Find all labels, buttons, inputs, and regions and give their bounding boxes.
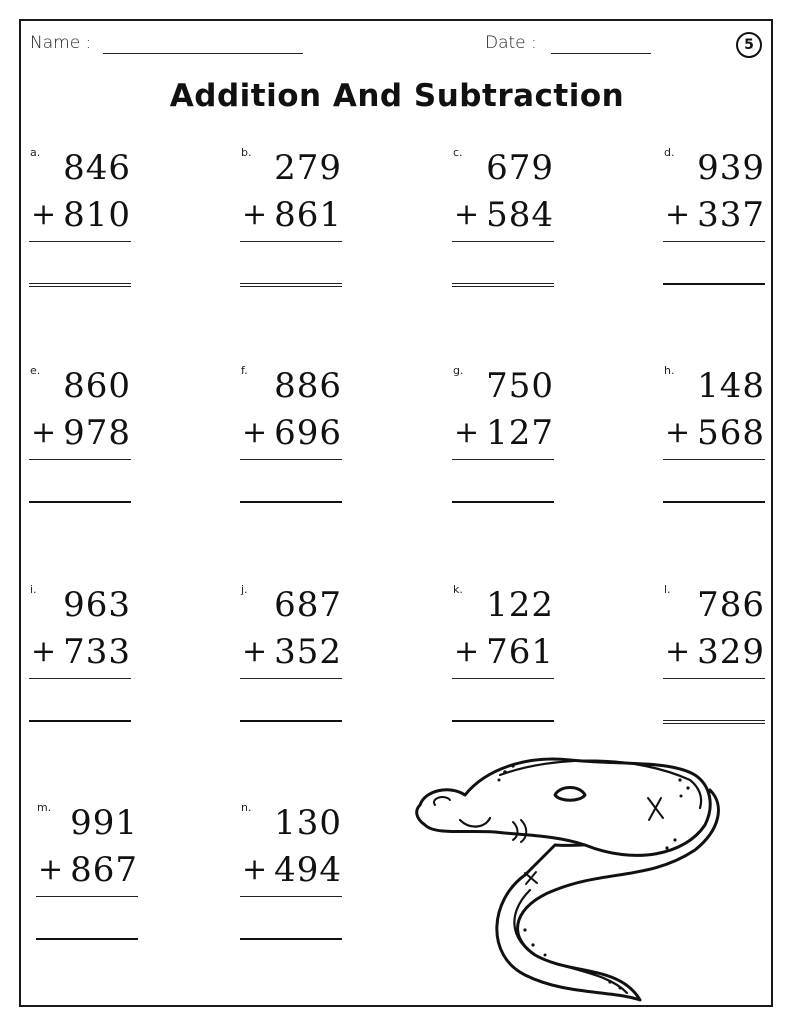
sum-rule bbox=[452, 459, 554, 460]
problem-letter: n. bbox=[241, 801, 252, 814]
eel-illustration-icon bbox=[405, 750, 765, 1005]
problem-letter: c. bbox=[453, 146, 463, 159]
answer-line[interactable] bbox=[452, 720, 554, 722]
sum-rule bbox=[240, 459, 342, 460]
problem-letter: e. bbox=[30, 364, 41, 377]
answer-line[interactable] bbox=[663, 283, 765, 285]
answer-line[interactable] bbox=[240, 938, 342, 940]
sum-rule bbox=[240, 896, 342, 897]
problem-letter: a. bbox=[30, 146, 41, 159]
problem-j bbox=[240, 583, 344, 743]
name-field[interactable] bbox=[103, 53, 303, 54]
operator: + bbox=[38, 852, 64, 887]
bottom-number: 696 bbox=[274, 413, 342, 453]
operator: + bbox=[665, 415, 691, 450]
operator: + bbox=[242, 415, 268, 450]
operator: + bbox=[242, 852, 268, 887]
sum-rule bbox=[29, 459, 131, 460]
operator: + bbox=[242, 197, 268, 232]
problem-d bbox=[663, 146, 767, 306]
page-number-badge: 5 bbox=[736, 32, 762, 58]
operator: + bbox=[31, 415, 57, 450]
problem-letter: l. bbox=[664, 583, 671, 596]
answer-line[interactable] bbox=[29, 283, 131, 287]
problem-c bbox=[452, 146, 556, 306]
problem-letter: b. bbox=[241, 146, 252, 159]
problem-l bbox=[663, 583, 767, 743]
problem-f bbox=[240, 364, 344, 524]
bottom-number: 494 bbox=[274, 850, 342, 890]
problem-e bbox=[29, 364, 133, 524]
bottom-number: 329 bbox=[697, 632, 765, 672]
problem-letter: j. bbox=[241, 583, 248, 596]
sum-rule bbox=[452, 241, 554, 242]
problem-g bbox=[452, 364, 556, 524]
answer-line[interactable] bbox=[240, 501, 342, 503]
bottom-number: 733 bbox=[63, 632, 131, 672]
top-number: 279 bbox=[274, 148, 342, 188]
top-number: 679 bbox=[486, 148, 554, 188]
operator: + bbox=[454, 634, 480, 669]
top-number: 122 bbox=[486, 585, 554, 625]
sum-rule bbox=[663, 241, 765, 242]
answer-line[interactable] bbox=[240, 283, 342, 287]
answer-line[interactable] bbox=[663, 720, 765, 724]
top-number: 860 bbox=[63, 366, 131, 406]
date-label: Date : bbox=[485, 33, 537, 53]
problem-h bbox=[663, 364, 767, 524]
problem-a bbox=[29, 146, 133, 306]
top-number: 991 bbox=[70, 803, 138, 843]
top-number: 786 bbox=[697, 585, 765, 625]
sum-rule bbox=[240, 241, 342, 242]
problem-letter: g. bbox=[453, 364, 464, 377]
problem-n bbox=[240, 801, 344, 961]
answer-line[interactable] bbox=[663, 501, 765, 503]
operator: + bbox=[31, 634, 57, 669]
problem-letter: i. bbox=[30, 583, 37, 596]
bottom-number: 337 bbox=[697, 195, 765, 235]
worksheet-title: Addition And Subtraction bbox=[169, 78, 625, 114]
date-field[interactable] bbox=[551, 53, 651, 54]
operator: + bbox=[31, 197, 57, 232]
problem-m bbox=[36, 801, 140, 961]
bottom-number: 810 bbox=[63, 195, 131, 235]
top-number: 963 bbox=[63, 585, 131, 625]
top-number: 750 bbox=[486, 366, 554, 406]
problem-k bbox=[452, 583, 556, 743]
bottom-number: 127 bbox=[486, 413, 554, 453]
problem-letter: k. bbox=[453, 583, 463, 596]
bottom-number: 352 bbox=[274, 632, 342, 672]
problem-letter: f. bbox=[241, 364, 248, 377]
problem-i bbox=[29, 583, 133, 743]
problem-letter: m. bbox=[37, 801, 52, 814]
top-number: 939 bbox=[697, 148, 765, 188]
bottom-number: 978 bbox=[63, 413, 131, 453]
top-number: 886 bbox=[274, 366, 342, 406]
answer-line[interactable] bbox=[240, 720, 342, 722]
sum-rule bbox=[663, 678, 765, 679]
sum-rule bbox=[29, 678, 131, 679]
operator: + bbox=[242, 634, 268, 669]
operator: + bbox=[454, 197, 480, 232]
top-number: 148 bbox=[697, 366, 765, 406]
answer-line[interactable] bbox=[36, 938, 138, 940]
problem-letter: h. bbox=[664, 364, 675, 377]
bottom-number: 584 bbox=[486, 195, 554, 235]
operator: + bbox=[665, 197, 691, 232]
bottom-number: 867 bbox=[70, 850, 138, 890]
sum-rule bbox=[240, 678, 342, 679]
operator: + bbox=[454, 415, 480, 450]
operator: + bbox=[665, 634, 691, 669]
sum-rule bbox=[452, 678, 554, 679]
top-number: 130 bbox=[274, 803, 342, 843]
problem-letter: d. bbox=[664, 146, 675, 159]
sum-rule bbox=[36, 896, 138, 897]
answer-line[interactable] bbox=[29, 501, 131, 503]
bottom-number: 568 bbox=[697, 413, 765, 453]
sum-rule bbox=[29, 241, 131, 242]
top-number: 687 bbox=[274, 585, 342, 625]
name-label: Name : bbox=[30, 33, 92, 53]
answer-line[interactable] bbox=[29, 720, 131, 722]
answer-line[interactable] bbox=[452, 501, 554, 503]
bottom-number: 861 bbox=[274, 195, 342, 235]
bottom-number: 761 bbox=[486, 632, 554, 672]
sum-rule bbox=[663, 459, 765, 460]
answer-line[interactable] bbox=[452, 283, 554, 287]
problem-b bbox=[240, 146, 344, 306]
top-number: 846 bbox=[63, 148, 131, 188]
